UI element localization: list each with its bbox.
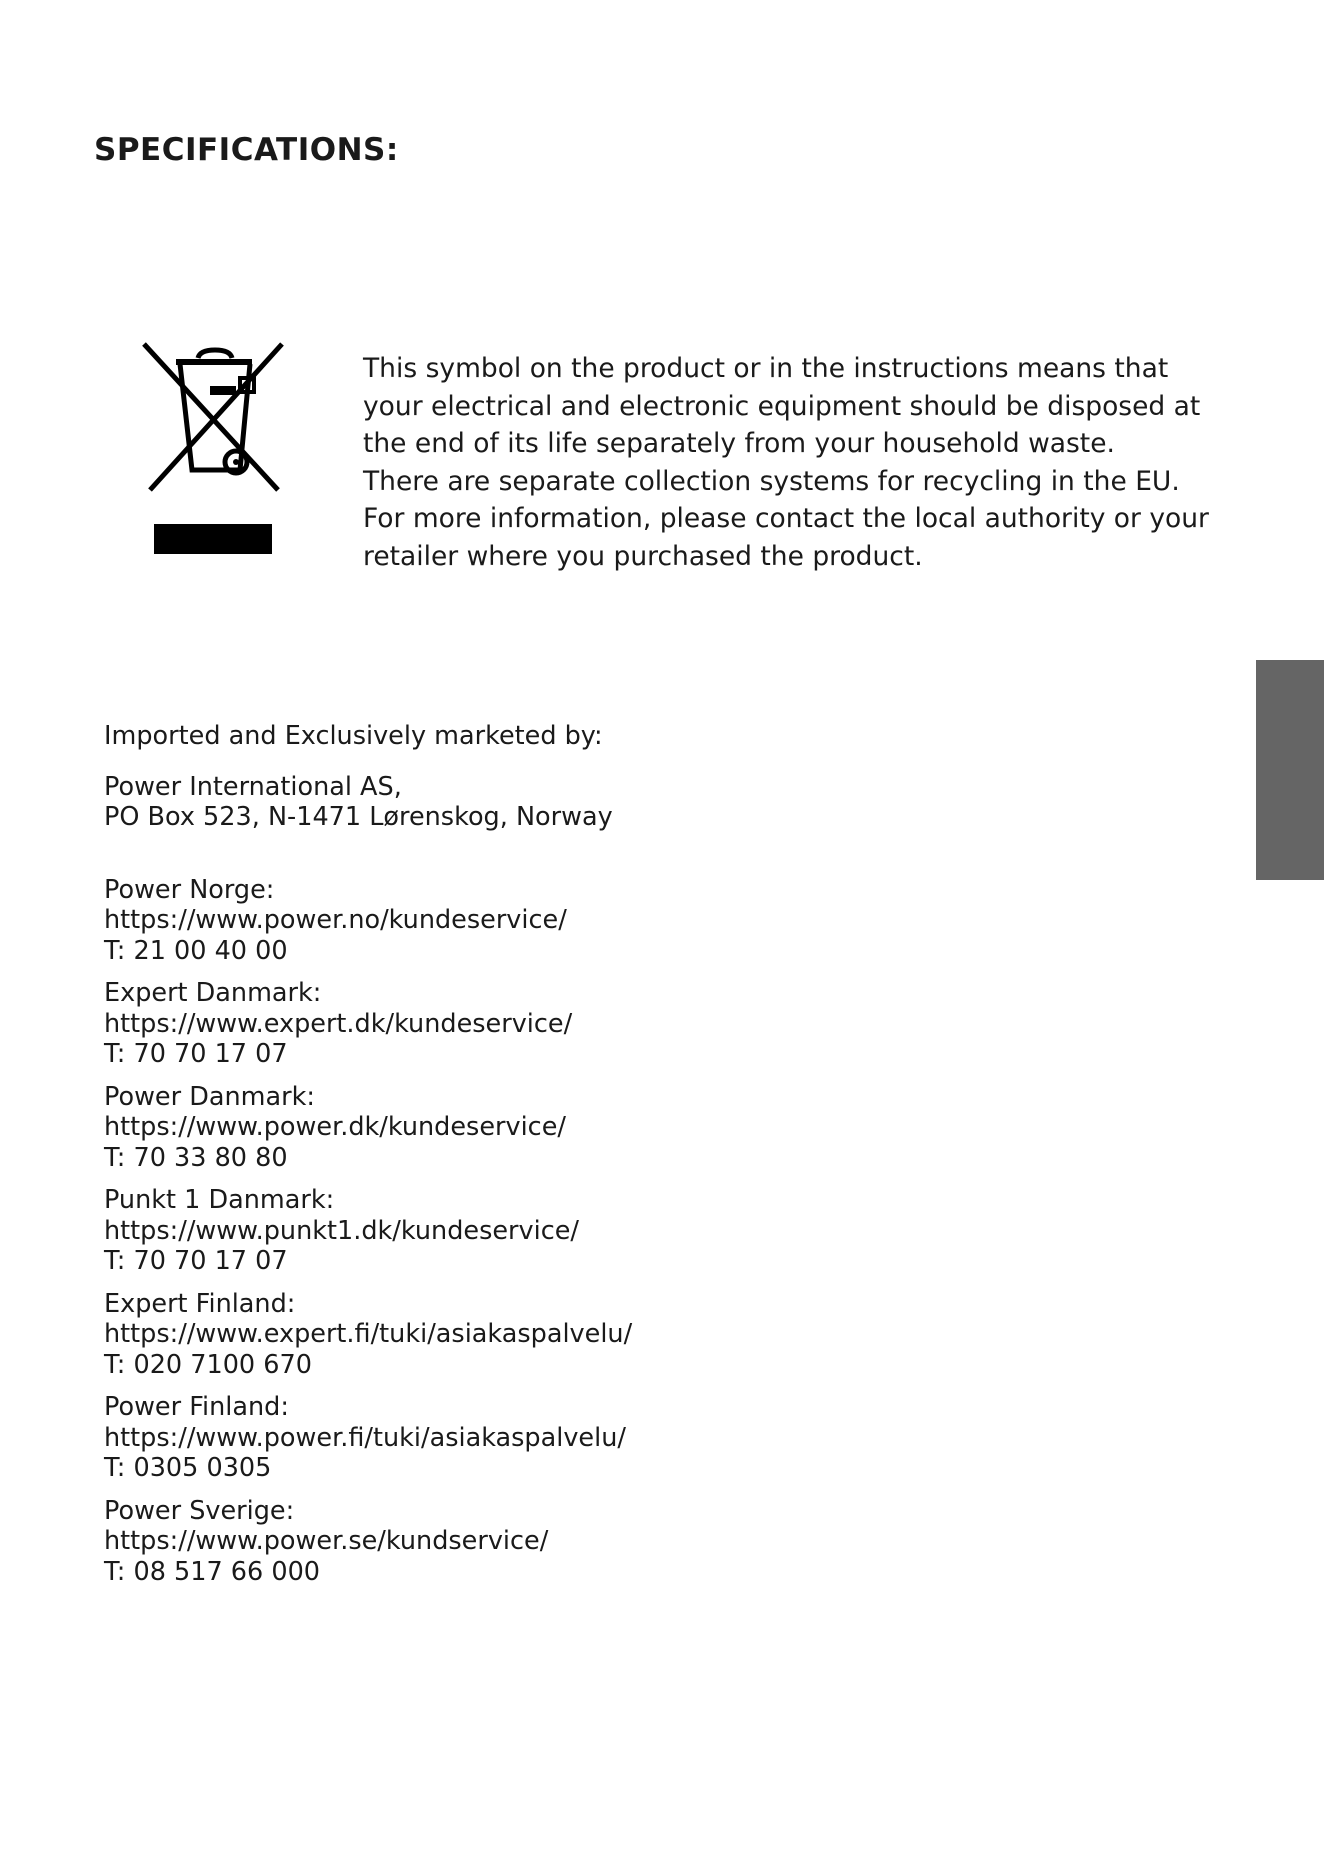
store-contact-power-sverige [104, 1496, 804, 1588]
importer-address: PO Box 523, N-1471 Lørenskog, Norway [104, 802, 613, 832]
importer-address-block [104, 772, 804, 833]
weee-line: the end of its life separately from your household waste. [363, 428, 1115, 459]
store-url: https://www.power.se/kundservice/ [104, 1526, 549, 1556]
store-contact-power-finland [104, 1392, 804, 1484]
store-name: Expert Finland: [104, 1288, 296, 1319]
store-name: Power Sverige: [104, 1495, 295, 1526]
importer-contacts [104, 721, 804, 1599]
importer-intro: Imported and Exclusively marketed by: [104, 721, 603, 751]
store-phone: T: 020 7100 670 [104, 1349, 312, 1380]
weee-line: For more information, please contact the local authority or your [363, 503, 1209, 534]
store-url: https://www.expert.fi/tuki/asiakaspalvelu/ [104, 1319, 633, 1349]
store-phone: T: 70 70 17 07 [104, 1039, 288, 1069]
side-tab-marker [1256, 660, 1324, 880]
store-name: Power Finland: [104, 1392, 289, 1422]
store-name: Punkt 1 Danmark: [104, 1185, 335, 1215]
store-contact-punkt1-danmark [104, 1185, 804, 1277]
crossed-out-wheelie-bin-icon [140, 338, 286, 556]
store-contact-expert-danmark [104, 978, 804, 1070]
store-contact-power-danmark [104, 1082, 804, 1174]
store-name: Power Danmark: [104, 1081, 315, 1112]
store-phone: T: 08 517 66 000 [104, 1556, 321, 1587]
store-phone: T: 0305 0305 [104, 1453, 272, 1483]
store-url: https://www.punkt1.dk/kundeservice/ [104, 1215, 579, 1246]
weee-disposal-notice [363, 350, 1209, 575]
store-name: Power Norge: [104, 874, 275, 905]
weee-line: retailer where you purchased the product. [363, 540, 923, 572]
store-contact-power-norge [104, 875, 804, 967]
store-url: https://www.power.dk/kundeservice/ [104, 1112, 566, 1142]
weee-line: your electrical and electronic equipment should be disposed at [363, 390, 1201, 422]
store-url: https://www.power.fi/tuki/asiakaspalvelu/ [104, 1422, 626, 1453]
page-title: SPECIFICATIONS: [94, 132, 399, 168]
store-url: https://www.power.no/kundeservice/ [104, 905, 567, 935]
store-name: Expert Danmark: [104, 978, 322, 1008]
store-contact-expert-finland [104, 1289, 804, 1381]
weee-line: This symbol on the product or in the instructions means that [363, 353, 1169, 384]
store-url: https://www.expert.dk/kundeservice/ [104, 1008, 573, 1039]
weee-line: There are separate collection systems for recycling in the EU. [363, 465, 1180, 497]
store-phone: T: 70 70 17 07 [104, 1246, 288, 1276]
importer-company: Power International AS, [104, 771, 402, 802]
store-phone: T: 21 00 40 00 [104, 935, 288, 966]
store-phone: T: 70 33 80 80 [104, 1142, 288, 1173]
